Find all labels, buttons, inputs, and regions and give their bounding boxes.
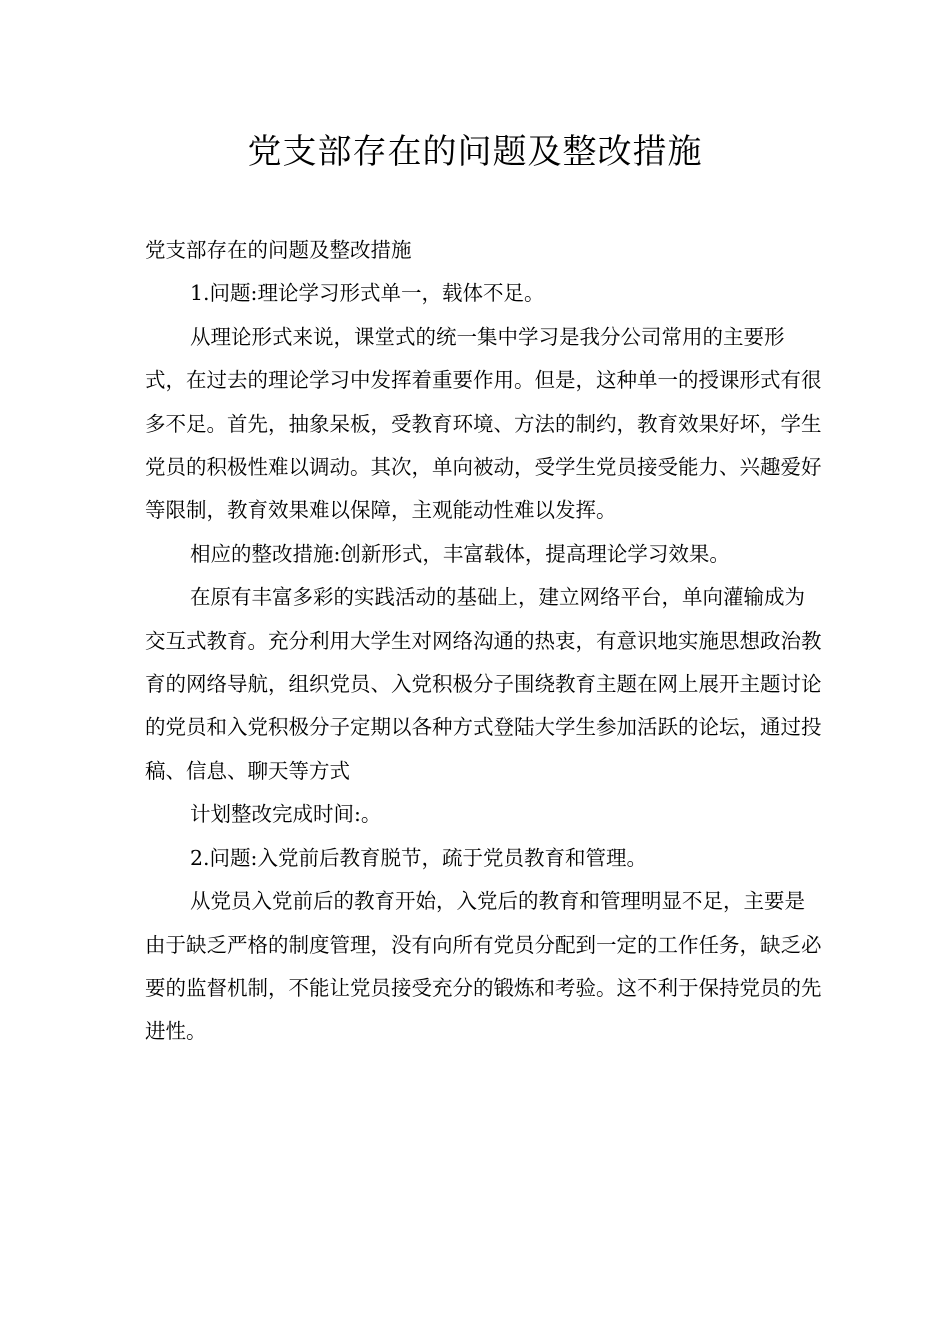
problem-1-description: 从理论形式来说，课堂式的统一集中学习是我分公司常用的主要形式，在过去的理论学习中发挥着重要作用。但是，这种单一的授课形式有很多不足。首先，抽象呆板，受教育环境、方法的制约，教育效果好坏，学生党员的积极性难以调动。其次，单向被动，受学生党员接受能力、兴趣爱好等限制，教育效果难以保障，主观能动性难以发挥。 [145, 324, 822, 523]
measure-1-heading: 相应的整改措施:创新形式，丰富载体，提高理论学习效果。 [190, 541, 730, 566]
document-body [145, 229, 825, 1054]
problem-1-heading: 1.问题:理论学习形式单一，载体不足。 [190, 281, 545, 306]
subtitle-paragraph: 党支部存在的问题及整改措施 [145, 238, 412, 262]
document-title: 党支部存在的问题及整改措施 [247, 132, 703, 172]
problem-2-heading: 2.问题:入党前后教育脱节，疏于党员教育和管理。 [190, 845, 647, 870]
completion-time: 计划整改完成时间:。 [190, 802, 382, 827]
problem-2-description: 从党员入党前后的教育开始，入党后的教育和管理明显不足，主要是由于缺乏严格的制度管理，没有向所有党员分配到一定的工作任务，缺乏必要的监督机制，不能让党员接受充分的锻炼和考验。这不利于保持党员的先进性。 [145, 889, 822, 1044]
measure-1-description: 在原有丰富多彩的实践活动的基础上，建立网络平台，单向灌输成为交互式教育。充分利用大学生对网络沟通的热衷，有意识地实施思想政治教育的网络导航，组织党员、入党积极分子围绕教育主题在网上展开主题讨论的党员和入党积极分子定期以各种方式登陆大学生参加活跃的论坛，通过投稿、信息、聊天等方式 [145, 585, 822, 783]
